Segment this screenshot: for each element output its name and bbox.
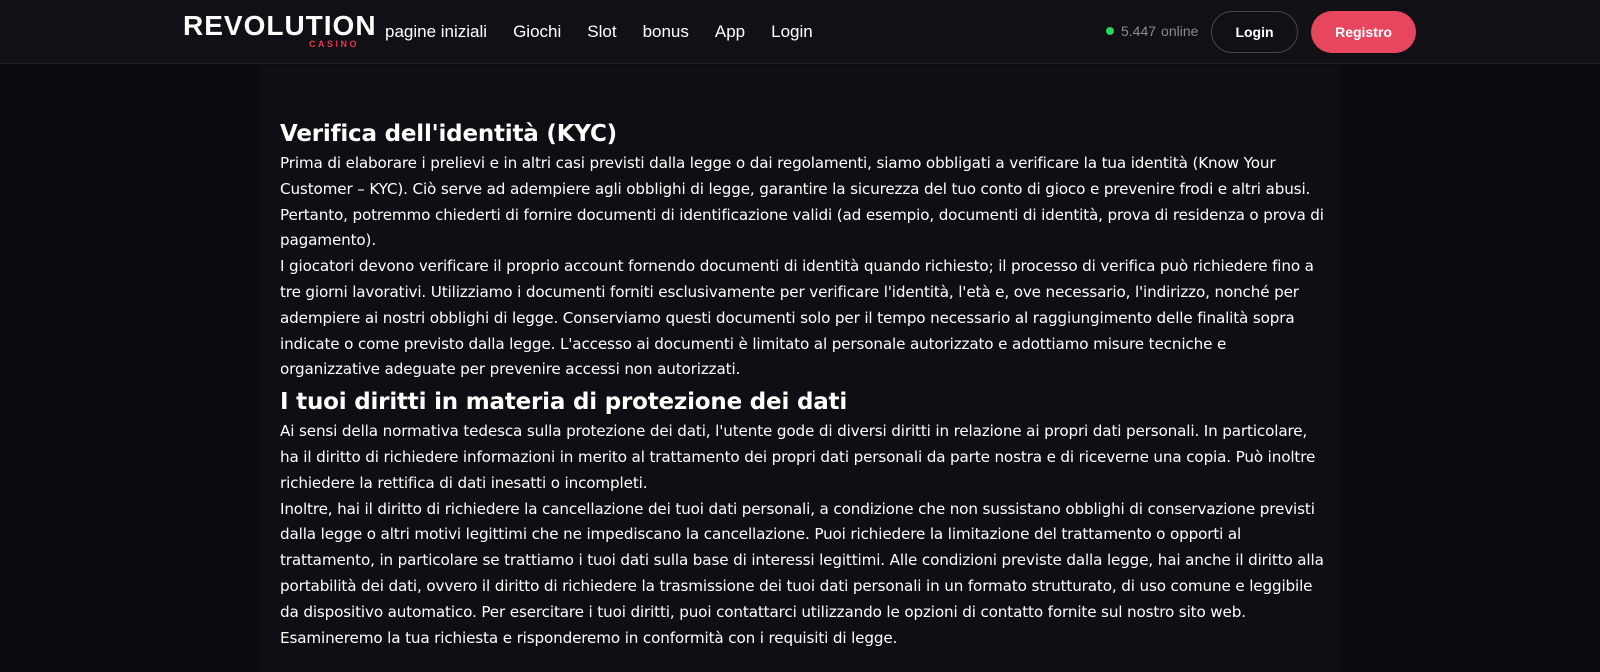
data-rights-paragraph: Ai sensi della normativa tedesca sulla protezione dei dati, l'utente gode di diversi diritti in relazione ai propri dati personali. In particolare, ha il diritto di richiedere informazioni in merito al trattamento dei propri dati personali da parte nostra e di riceverne una copia. Può inoltre richiedere la rettifica di dati inesatti o incompleti. [280,422,1316,492]
nav-item-slots[interactable]: Slot [587,22,617,41]
register-button[interactable]: Registro [1311,11,1416,53]
login-button[interactable]: Login [1211,11,1298,53]
kyc-section [280,117,1328,383]
site-header [0,0,1600,64]
online-indicator [1106,23,1198,39]
data-rights-section [280,385,1328,651]
kyc-paragraph: Prima di elaborare i prelievi e in altri casi previsti dalla legge o dai regolamenti, siamo obbligati a verificare la tua identità (Know Your Customer – KYC). Ciò serve ad adempiere agli obblighi di legge, garantire la sicurezza del tuo conto di gioco e prevenire frodi e altri abusi. Pertanto, potremmo chiederti di fornire documenti di identificazione validi (ad esempio, documenti di identità, prova di residenza o prova di pagamento). [280,154,1324,250]
online-label: online [1161,23,1199,39]
main-nav [385,0,839,64]
nav-item-games[interactable]: Giochi [513,22,562,41]
online-status-dot-icon [1106,27,1114,35]
privacy-content [280,117,1328,651]
kyc-paragraph: I giocatori devono verificare il proprio account fornendo documenti di identità quando richiesto; il processo di verifica può richiedere fino a tre giorni lavorativi. Utilizziamo i documenti forniti esclusivamente per verificare l'identità, l'età e, ove necessario, l'indirizzo, nonché per adempiere ai nostri obblighi di legge. Conserviamo questi documenti solo per il tempo necessario al raggiungimento delle finalità sopra indicate o come previsto dalla legge. L'accesso ai documenti è limitato al personale autorizzato e adottiamo misure tecniche e organizzative adeguate per prevenire accessi non autorizzati. [280,257,1314,379]
logo-wordmark: REVOLUTION [183,10,377,41]
kyc-heading: Verifica dell'identità (KYC) [280,121,617,147]
online-count: 5.447 [1121,23,1157,39]
revolution-casino-logo[interactable] [183,10,377,52]
data-rights-heading: I tuoi diritti in materia di protezione dei dati [280,389,848,416]
nav-item-app[interactable]: App [714,22,746,41]
logo-subtitle: CASINO [308,39,359,49]
nav-item-login[interactable]: Login [771,22,813,41]
nav-item-bonus[interactable]: bonus [642,22,689,41]
data-rights-paragraph: Inoltre, hai il diritto di richiedere la cancellazione dei tuoi dati personali, a condizione che non sussistano obblighi di conservazione previsti dalla legge o altri motivi legittimi che ne impediscano la cancellazione. Puoi richiedere la limitazione del trattamento o opporti al trattamento, in particolare se trattiamo i tuoi dati sulla base di interessi legittimi. Alle condizioni previste dalla legge, hai anche il diritto alla portabilità dei dati, ovvero il diritto di richiedere la trasmissione dei tuoi dati personali in un formato strutturato, di uso comune e leggibile da dispositivo automatico. Per esercitare i tuoi diritti, puoi contattarci utilizzando le opzioni di contatto fornite sul nostro sito web. Esamineremo la tua richiesta e risponderemo in conformità con i requisiti di legge. [280,499,1324,647]
nav-item-home[interactable]: pagine iniziali [385,22,488,41]
